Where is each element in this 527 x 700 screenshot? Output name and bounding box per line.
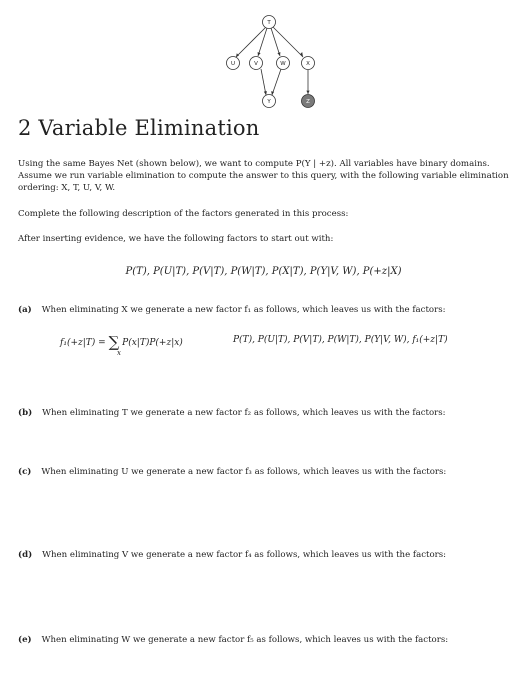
node-z-label: Z (306, 99, 310, 105)
part-a-equation (60, 333, 183, 351)
initial-factors: P(T), P(U|T), P(V|T), P(W|T), P(X|T), P(Y|V, W), P(+z|X) (125, 266, 402, 277)
edge-t-x (273, 27, 303, 57)
instruction-text: Complete the following description of the factors generated in this process: (18, 209, 349, 219)
node-t-label: T (267, 20, 271, 26)
node-x-label: X (306, 61, 310, 67)
part-c (18, 467, 518, 477)
evidence-text: After inserting evidence, we have the following factors to start out with: (18, 234, 334, 244)
part-b-text: When eliminating T we generate a new factor f₂ as follows, which leaves us with the factors: (42, 408, 446, 418)
part-d (18, 550, 518, 560)
edge-w-y (272, 69, 281, 95)
part-a-text: When eliminating X we generate a new factor f₁ as follows, which leaves us with the factors: (41, 305, 446, 315)
part-d-text: When eliminating V we generate a new factor f₄ as follows, which leaves us with the factors: (42, 550, 447, 560)
node-u-label: U (230, 61, 236, 67)
bayes-net-diagram (0, 0, 527, 115)
part-b (18, 408, 518, 418)
part-e-label: (e) (18, 635, 32, 645)
sum-index: x (117, 349, 121, 357)
intro-paragraph: Using the same Bayes Net (shown below), we want to compute P(Y | +z). All variables have binary domains. Assume we run variable elimination to compute the answer to this query, with the following variable elimination ordering: X, T, U, V, W. (18, 159, 509, 193)
part-a-result: P(T), P(U|T), P(V|T), P(W|T), P(Y|V, W), f₁(+z|T) (233, 335, 448, 345)
edge-t-v (258, 28, 267, 56)
part-e-text: When eliminating W we generate a new factor f₅ as follows, which leaves us with the factors: (41, 635, 449, 645)
node-w-label: W (280, 61, 286, 67)
node-v-label: V (254, 61, 258, 67)
equation-rhs: P(x|T)P(+z|x) (122, 338, 183, 348)
sum-symbol: ∑ (108, 333, 120, 351)
part-b-label: (b) (18, 408, 33, 418)
part-c-text: When eliminating U we generate a new factor f₃ as follows, which leaves us with the factors: (41, 467, 447, 477)
edge-v-y (261, 69, 266, 95)
part-a (18, 305, 518, 315)
part-a-label: (a) (18, 305, 32, 315)
part-c-label: (c) (18, 467, 32, 477)
part-e (18, 635, 518, 645)
edge-t-u (236, 27, 266, 57)
part-d-label: (d) (18, 550, 33, 560)
node-y-label: Y (267, 99, 271, 105)
section-title: 2 Variable Elimination (18, 116, 260, 140)
equation-lhs: f₁(+z|T) = (60, 338, 106, 348)
